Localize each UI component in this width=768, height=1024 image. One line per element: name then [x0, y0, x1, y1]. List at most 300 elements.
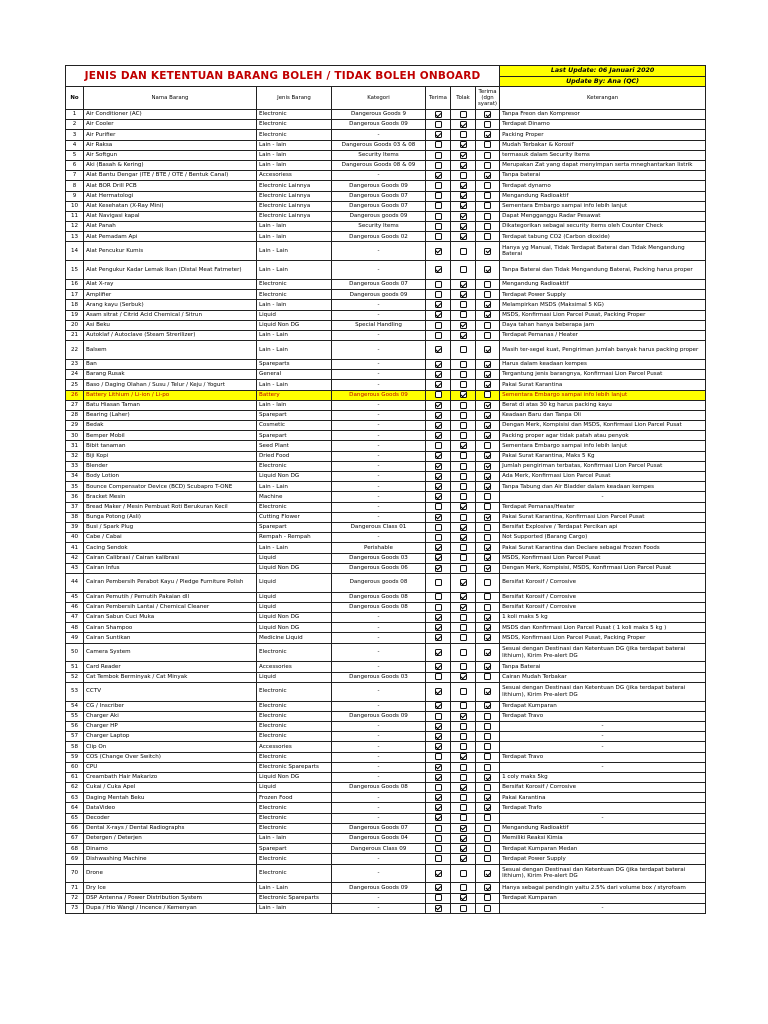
terima-checkbox[interactable] — [435, 281, 442, 288]
tolak-checkbox[interactable] — [460, 432, 467, 439]
terima-checkbox[interactable] — [435, 152, 442, 159]
terima-syarat-checkbox[interactable] — [484, 223, 491, 230]
tolak-checkbox[interactable] — [460, 463, 467, 470]
table-row — [66, 181, 706, 191]
terima-checkbox[interactable] — [435, 248, 442, 255]
terima-syarat-checkbox[interactable] — [484, 534, 491, 541]
cell-terima — [426, 290, 451, 300]
table-row — [66, 400, 706, 410]
cell-nama-barang: Cairan Pemutih / Pemutih Pakaian dll — [84, 592, 257, 602]
cell-kategori: - — [332, 762, 426, 772]
cell-kategori: - — [332, 370, 426, 380]
terima-syarat-checkbox[interactable] — [484, 503, 491, 510]
cell-tolak — [451, 854, 476, 864]
terima-syarat-checkbox[interactable] — [484, 422, 491, 429]
cell-kategori: - — [332, 451, 426, 461]
tolak-checkbox[interactable] — [460, 733, 467, 740]
tolak-checkbox[interactable] — [460, 121, 467, 128]
tolak-checkbox[interactable] — [460, 213, 467, 220]
cell-nama-barang: Baso / Daging Olahan / Susu / Telur / Keju / Yogurt — [84, 380, 257, 390]
tolak-checkbox[interactable] — [460, 223, 467, 230]
tolak-checkbox[interactable] — [460, 493, 467, 500]
terima-checkbox[interactable] — [435, 579, 442, 586]
tolak-checkbox[interactable] — [460, 281, 467, 288]
cell-terima-syarat — [476, 903, 500, 913]
column-headers — [66, 87, 706, 110]
terima-syarat-checkbox[interactable] — [484, 182, 491, 189]
cell-jenis-barang: Electronic — [257, 130, 332, 140]
cell-nama-barang: Bedak — [84, 421, 257, 431]
terima-checkbox[interactable] — [435, 301, 442, 308]
cell-jenis-barang: Seed Plant — [257, 441, 332, 451]
tolak-checkbox[interactable] — [460, 361, 467, 368]
tolak-checkbox[interactable] — [460, 391, 467, 398]
terima-syarat-checkbox[interactable] — [484, 804, 491, 811]
cell-jenis-barang: Frozen Food — [257, 793, 332, 803]
terima-syarat-checkbox[interactable] — [484, 141, 491, 148]
tolak-checkbox[interactable] — [460, 473, 467, 480]
terima-checkbox[interactable] — [435, 213, 442, 220]
tolak-checkbox[interactable] — [460, 663, 467, 670]
terima-checkbox[interactable] — [435, 172, 442, 179]
tolak-checkbox[interactable] — [460, 233, 467, 240]
tolak-checkbox[interactable] — [460, 835, 467, 842]
terima-checkbox[interactable] — [435, 483, 442, 490]
cell-tolak — [451, 232, 476, 242]
terima-syarat-checkbox[interactable] — [484, 131, 491, 138]
terima-syarat-checkbox[interactable] — [484, 614, 491, 621]
cell-kategori: - — [332, 482, 426, 492]
cell-jenis-barang: Electronic — [257, 461, 332, 471]
terima-checkbox[interactable] — [435, 452, 442, 459]
terima-syarat-checkbox[interactable] — [484, 634, 491, 641]
terima-syarat-checkbox[interactable] — [484, 524, 491, 531]
terima-checkbox[interactable] — [435, 743, 442, 750]
table-row — [66, 823, 706, 833]
terima-checkbox[interactable] — [435, 202, 442, 209]
terima-syarat-checkbox[interactable] — [484, 346, 491, 353]
terima-checkbox[interactable] — [435, 634, 442, 641]
terima-checkbox[interactable] — [435, 371, 442, 378]
terima-syarat-checkbox[interactable] — [484, 311, 491, 318]
terima-checkbox[interactable] — [435, 266, 442, 273]
cell-no: 50 — [66, 643, 84, 662]
terima-checkbox[interactable] — [435, 723, 442, 730]
terima-syarat-checkbox[interactable] — [484, 432, 491, 439]
cell-terima-syarat — [476, 451, 500, 461]
terima-checkbox[interactable] — [435, 402, 442, 409]
cell-keterangan: Sesuai dengan Destinasi dan Ketentuan DG (jika terdapat baterai lithium), Kirim Pre-alert DG — [500, 864, 706, 883]
terima-checkbox[interactable] — [435, 649, 442, 656]
tolak-checkbox[interactable] — [460, 673, 467, 680]
terima-syarat-checkbox[interactable] — [484, 688, 491, 695]
terima-syarat-checkbox[interactable] — [484, 152, 491, 159]
tolak-checkbox[interactable] — [460, 422, 467, 429]
cell-jenis-barang: Sparepart — [257, 844, 332, 854]
terima-checkbox[interactable] — [435, 764, 442, 771]
tolak-checkbox[interactable] — [460, 894, 467, 901]
cell-kategori: - — [332, 441, 426, 451]
tolak-checkbox[interactable] — [460, 814, 467, 821]
terima-syarat-checkbox[interactable] — [484, 544, 491, 551]
tolak-checkbox[interactable] — [460, 162, 467, 169]
table-row — [66, 813, 706, 823]
terima-checkbox[interactable] — [435, 733, 442, 740]
tolak-checkbox[interactable] — [460, 131, 467, 138]
terima-syarat-checkbox[interactable] — [484, 291, 491, 298]
terima-syarat-checkbox[interactable] — [484, 371, 491, 378]
tolak-checkbox[interactable] — [460, 743, 467, 750]
terima-checkbox[interactable] — [435, 624, 442, 631]
terima-syarat-checkbox[interactable] — [484, 825, 491, 832]
table-row — [66, 431, 706, 441]
terima-syarat-checkbox[interactable] — [484, 332, 491, 339]
terima-checkbox[interactable] — [435, 121, 442, 128]
cell-terima — [426, 222, 451, 232]
cell-kategori: - — [332, 242, 426, 261]
cell-tolak — [451, 732, 476, 742]
terima-syarat-checkbox[interactable] — [484, 743, 491, 750]
tolak-checkbox[interactable] — [460, 764, 467, 771]
tolak-checkbox[interactable] — [460, 554, 467, 561]
cell-jenis-barang: Spareparts — [257, 359, 332, 369]
tolak-checkbox[interactable] — [460, 402, 467, 409]
tolak-checkbox[interactable] — [460, 514, 467, 521]
table-row — [66, 854, 706, 864]
tolak-checkbox[interactable] — [460, 753, 467, 760]
terima-checkbox[interactable] — [435, 162, 442, 169]
cell-keterangan: Dengan Merk, Kompisisi dan MSDS, Konfirmasi Lion Parcel Pusat — [500, 421, 706, 431]
terima-syarat-checkbox[interactable] — [484, 579, 491, 586]
terima-checkbox[interactable] — [435, 544, 442, 551]
cell-kategori: Dangerous Goods 09 — [332, 120, 426, 130]
terima-syarat-checkbox[interactable] — [484, 473, 491, 480]
tolak-checkbox[interactable] — [460, 702, 467, 709]
terima-syarat-checkbox[interactable] — [484, 649, 491, 656]
cell-keterangan: Terdapat Power Supply — [500, 854, 706, 864]
terima-syarat-checkbox[interactable] — [484, 493, 491, 500]
terima-syarat-checkbox[interactable] — [484, 884, 491, 891]
tolak-checkbox[interactable] — [460, 192, 467, 199]
cell-nama-barang: Cat Tembok Berminyak / Cat Minyak — [84, 672, 257, 682]
tolak-checkbox[interactable] — [460, 544, 467, 551]
terima-syarat-checkbox[interactable] — [484, 514, 491, 521]
tolak-checkbox[interactable] — [460, 565, 467, 572]
terima-syarat-checkbox[interactable] — [484, 794, 491, 801]
terima-checkbox[interactable] — [435, 223, 442, 230]
cell-terima — [426, 662, 451, 672]
terima-syarat-checkbox[interactable] — [484, 233, 491, 240]
terima-syarat-checkbox[interactable] — [484, 361, 491, 368]
terima-syarat-checkbox[interactable] — [484, 202, 491, 209]
cell-tolak — [451, 662, 476, 672]
tolak-checkbox[interactable] — [460, 266, 467, 273]
terima-checkbox[interactable] — [435, 905, 442, 912]
table-row — [66, 280, 706, 290]
cell-jenis-barang: Liquid Non DG — [257, 613, 332, 623]
cell-terima — [426, 150, 451, 160]
tolak-checkbox[interactable] — [460, 884, 467, 891]
terima-checkbox[interactable] — [435, 784, 442, 791]
cell-nama-barang: Balsem — [84, 341, 257, 360]
terima-checkbox[interactable] — [435, 361, 442, 368]
tolak-checkbox[interactable] — [460, 624, 467, 631]
terima-checkbox[interactable] — [435, 688, 442, 695]
terima-checkbox[interactable] — [435, 814, 442, 821]
terima-checkbox[interactable] — [435, 381, 442, 388]
cell-keterangan: Terdapat Pemanas/Heater — [500, 502, 706, 512]
tolak-checkbox[interactable] — [460, 311, 467, 318]
terima-syarat-checkbox[interactable] — [484, 172, 491, 179]
cell-terima — [426, 823, 451, 833]
tolak-checkbox[interactable] — [460, 412, 467, 419]
tolak-checkbox[interactable] — [460, 202, 467, 209]
cell-jenis-barang: Electronic Spareparts — [257, 893, 332, 903]
cell-terima — [426, 242, 451, 261]
cell-tolak — [451, 533, 476, 543]
terima-syarat-checkbox[interactable] — [484, 192, 491, 199]
tolak-checkbox[interactable] — [460, 381, 467, 388]
table-row — [66, 533, 706, 543]
cell-terima-syarat — [476, 380, 500, 390]
terima-syarat-checkbox[interactable] — [484, 442, 491, 449]
terima-checkbox[interactable] — [435, 604, 442, 611]
cell-terima-syarat — [476, 592, 500, 602]
tolak-checkbox[interactable] — [460, 503, 467, 510]
terima-syarat-checkbox[interactable] — [484, 784, 491, 791]
terima-syarat-checkbox[interactable] — [484, 774, 491, 781]
terima-syarat-checkbox[interactable] — [484, 322, 491, 329]
terima-checkbox[interactable] — [435, 855, 442, 862]
terima-syarat-checkbox[interactable] — [484, 814, 491, 821]
tolak-checkbox[interactable] — [460, 346, 467, 353]
cell-no: 46 — [66, 602, 84, 612]
terima-syarat-checkbox[interactable] — [484, 266, 491, 273]
terima-checkbox[interactable] — [435, 311, 442, 318]
terima-checkbox[interactable] — [435, 713, 442, 720]
cell-kategori: - — [332, 461, 426, 471]
terima-syarat-checkbox[interactable] — [484, 905, 491, 912]
cell-tolak — [451, 261, 476, 280]
terima-checkbox[interactable] — [435, 753, 442, 760]
cell-jenis-barang: Lain - Lain — [257, 242, 332, 261]
tolak-checkbox[interactable] — [460, 332, 467, 339]
tolak-checkbox[interactable] — [460, 152, 467, 159]
cell-jenis-barang: Electronic Lainnya — [257, 201, 332, 211]
terima-checkbox[interactable] — [435, 233, 442, 240]
tolak-checkbox[interactable] — [460, 614, 467, 621]
tolak-checkbox[interactable] — [460, 634, 467, 641]
terima-checkbox[interactable] — [435, 825, 442, 832]
cell-no: 3 — [66, 130, 84, 140]
tolak-checkbox[interactable] — [460, 604, 467, 611]
terima-checkbox[interactable] — [435, 894, 442, 901]
terima-checkbox[interactable] — [435, 524, 442, 531]
table-row — [66, 359, 706, 369]
terima-syarat-checkbox[interactable] — [484, 381, 491, 388]
terima-syarat-checkbox[interactable] — [484, 162, 491, 169]
terima-checkbox[interactable] — [435, 442, 442, 449]
cell-keterangan: Sementara Embargo sampai info lebih lanjut — [500, 390, 706, 400]
cell-nama-barang: Cairan Pembersih Perabot Kayu / Pledge Furniture Polish — [84, 573, 257, 592]
cell-terima — [426, 633, 451, 643]
terima-checkbox[interactable] — [435, 663, 442, 670]
tolak-checkbox[interactable] — [460, 534, 467, 541]
tolak-checkbox[interactable] — [460, 593, 467, 600]
cell-terima — [426, 390, 451, 400]
terima-syarat-checkbox[interactable] — [484, 412, 491, 419]
terima-syarat-checkbox[interactable] — [484, 764, 491, 771]
cell-nama-barang: Alat Hermatologi — [84, 191, 257, 201]
cell-terima-syarat — [476, 290, 500, 300]
tolak-checkbox[interactable] — [460, 870, 467, 877]
cell-kategori: - — [332, 903, 426, 913]
tolak-checkbox[interactable] — [460, 905, 467, 912]
terima-checkbox[interactable] — [435, 463, 442, 470]
terima-checkbox[interactable] — [435, 554, 442, 561]
terima-checkbox[interactable] — [435, 774, 442, 781]
terima-checkbox[interactable] — [435, 884, 442, 891]
terima-checkbox[interactable] — [435, 493, 442, 500]
terima-syarat-checkbox[interactable] — [484, 248, 491, 255]
tolak-checkbox[interactable] — [460, 442, 467, 449]
terima-checkbox[interactable] — [435, 192, 442, 199]
table-row — [66, 512, 706, 522]
tolak-checkbox[interactable] — [460, 713, 467, 720]
terima-syarat-checkbox[interactable] — [484, 663, 491, 670]
tolak-checkbox[interactable] — [460, 825, 467, 832]
tolak-checkbox[interactable] — [460, 855, 467, 862]
terima-syarat-checkbox[interactable] — [484, 673, 491, 680]
terima-checkbox[interactable] — [435, 422, 442, 429]
tolak-checkbox[interactable] — [460, 248, 467, 255]
tolak-checkbox[interactable] — [460, 579, 467, 586]
terima-syarat-checkbox[interactable] — [484, 894, 491, 901]
terima-checkbox[interactable] — [435, 503, 442, 510]
terima-checkbox[interactable] — [435, 473, 442, 480]
tolak-checkbox[interactable] — [460, 845, 467, 852]
cell-tolak — [451, 613, 476, 623]
cell-terima — [426, 320, 451, 330]
cell-kategori: - — [332, 793, 426, 803]
tolak-checkbox[interactable] — [460, 172, 467, 179]
cell-terima-syarat — [476, 421, 500, 431]
terima-syarat-checkbox[interactable] — [484, 723, 491, 730]
terima-syarat-checkbox[interactable] — [484, 604, 491, 611]
terima-checkbox[interactable] — [435, 614, 442, 621]
header-keterangan: Keterangan — [500, 87, 706, 110]
terima-syarat-checkbox[interactable] — [484, 624, 491, 631]
terima-checkbox[interactable] — [435, 835, 442, 842]
tolak-checkbox[interactable] — [460, 322, 467, 329]
terima-checkbox[interactable] — [435, 391, 442, 398]
cell-jenis-barang: Medicine Liquid — [257, 633, 332, 643]
terima-syarat-checkbox[interactable] — [484, 452, 491, 459]
cell-terima-syarat — [476, 120, 500, 130]
cell-tolak — [451, 140, 476, 150]
cell-jenis-barang: Electronic — [257, 721, 332, 731]
terima-checkbox[interactable] — [435, 845, 442, 852]
terima-syarat-checkbox[interactable] — [484, 870, 491, 877]
tolak-checkbox[interactable] — [460, 111, 467, 118]
tolak-checkbox[interactable] — [460, 182, 467, 189]
terima-syarat-checkbox[interactable] — [484, 855, 491, 862]
tolak-checkbox[interactable] — [460, 141, 467, 148]
tolak-checkbox[interactable] — [460, 784, 467, 791]
terima-checkbox[interactable] — [435, 794, 442, 801]
tolak-checkbox[interactable] — [460, 794, 467, 801]
tolak-checkbox[interactable] — [460, 774, 467, 781]
terima-checkbox[interactable] — [435, 702, 442, 709]
terima-syarat-checkbox[interactable] — [484, 565, 491, 572]
cell-tolak — [451, 421, 476, 431]
terima-checkbox[interactable] — [435, 673, 442, 680]
terima-syarat-checkbox[interactable] — [484, 713, 491, 720]
terima-checkbox[interactable] — [435, 111, 442, 118]
terima-checkbox[interactable] — [435, 870, 442, 877]
tolak-checkbox[interactable] — [460, 452, 467, 459]
terima-syarat-checkbox[interactable] — [484, 402, 491, 409]
terima-syarat-checkbox[interactable] — [484, 753, 491, 760]
terima-checkbox[interactable] — [435, 322, 442, 329]
terima-syarat-checkbox[interactable] — [484, 281, 491, 288]
terima-checkbox[interactable] — [435, 291, 442, 298]
terima-checkbox[interactable] — [435, 182, 442, 189]
tolak-checkbox[interactable] — [460, 371, 467, 378]
tolak-checkbox[interactable] — [460, 649, 467, 656]
cell-tolak — [451, 181, 476, 191]
terima-syarat-checkbox[interactable] — [484, 702, 491, 709]
terima-syarat-checkbox[interactable] — [484, 121, 491, 128]
terima-checkbox[interactable] — [435, 565, 442, 572]
terima-checkbox[interactable] — [435, 593, 442, 600]
terima-syarat-checkbox[interactable] — [484, 554, 491, 561]
cell-kategori: - — [332, 613, 426, 623]
terima-checkbox[interactable] — [435, 346, 442, 353]
terima-syarat-checkbox[interactable] — [484, 463, 491, 470]
terima-checkbox[interactable] — [435, 141, 442, 148]
tolak-checkbox[interactable] — [460, 723, 467, 730]
terima-syarat-checkbox[interactable] — [484, 483, 491, 490]
terima-syarat-checkbox[interactable] — [484, 213, 491, 220]
terima-syarat-checkbox[interactable] — [484, 391, 491, 398]
terima-syarat-checkbox[interactable] — [484, 111, 491, 118]
tolak-checkbox[interactable] — [460, 524, 467, 531]
terima-syarat-checkbox[interactable] — [484, 835, 491, 842]
tolak-checkbox[interactable] — [460, 804, 467, 811]
terima-checkbox[interactable] — [435, 432, 442, 439]
terima-syarat-checkbox[interactable] — [484, 301, 491, 308]
terima-syarat-checkbox[interactable] — [484, 845, 491, 852]
cell-no: 26 — [66, 390, 84, 400]
cell-keterangan: Terdapat Kumparan — [500, 701, 706, 711]
cell-jenis-barang: Liquid Non DG — [257, 320, 332, 330]
tolak-checkbox[interactable] — [460, 291, 467, 298]
terima-checkbox[interactable] — [435, 804, 442, 811]
terima-syarat-checkbox[interactable] — [484, 593, 491, 600]
cell-keterangan: Not Supported (Barang Cargo) — [500, 533, 706, 543]
terima-checkbox[interactable] — [435, 514, 442, 521]
terima-checkbox[interactable] — [435, 131, 442, 138]
terima-syarat-checkbox[interactable] — [484, 733, 491, 740]
table-row — [66, 682, 706, 701]
terima-checkbox[interactable] — [435, 534, 442, 541]
tolak-checkbox[interactable] — [460, 301, 467, 308]
tolak-checkbox[interactable] — [460, 483, 467, 490]
tolak-checkbox[interactable] — [460, 688, 467, 695]
terima-checkbox[interactable] — [435, 412, 442, 419]
terima-checkbox[interactable] — [435, 332, 442, 339]
